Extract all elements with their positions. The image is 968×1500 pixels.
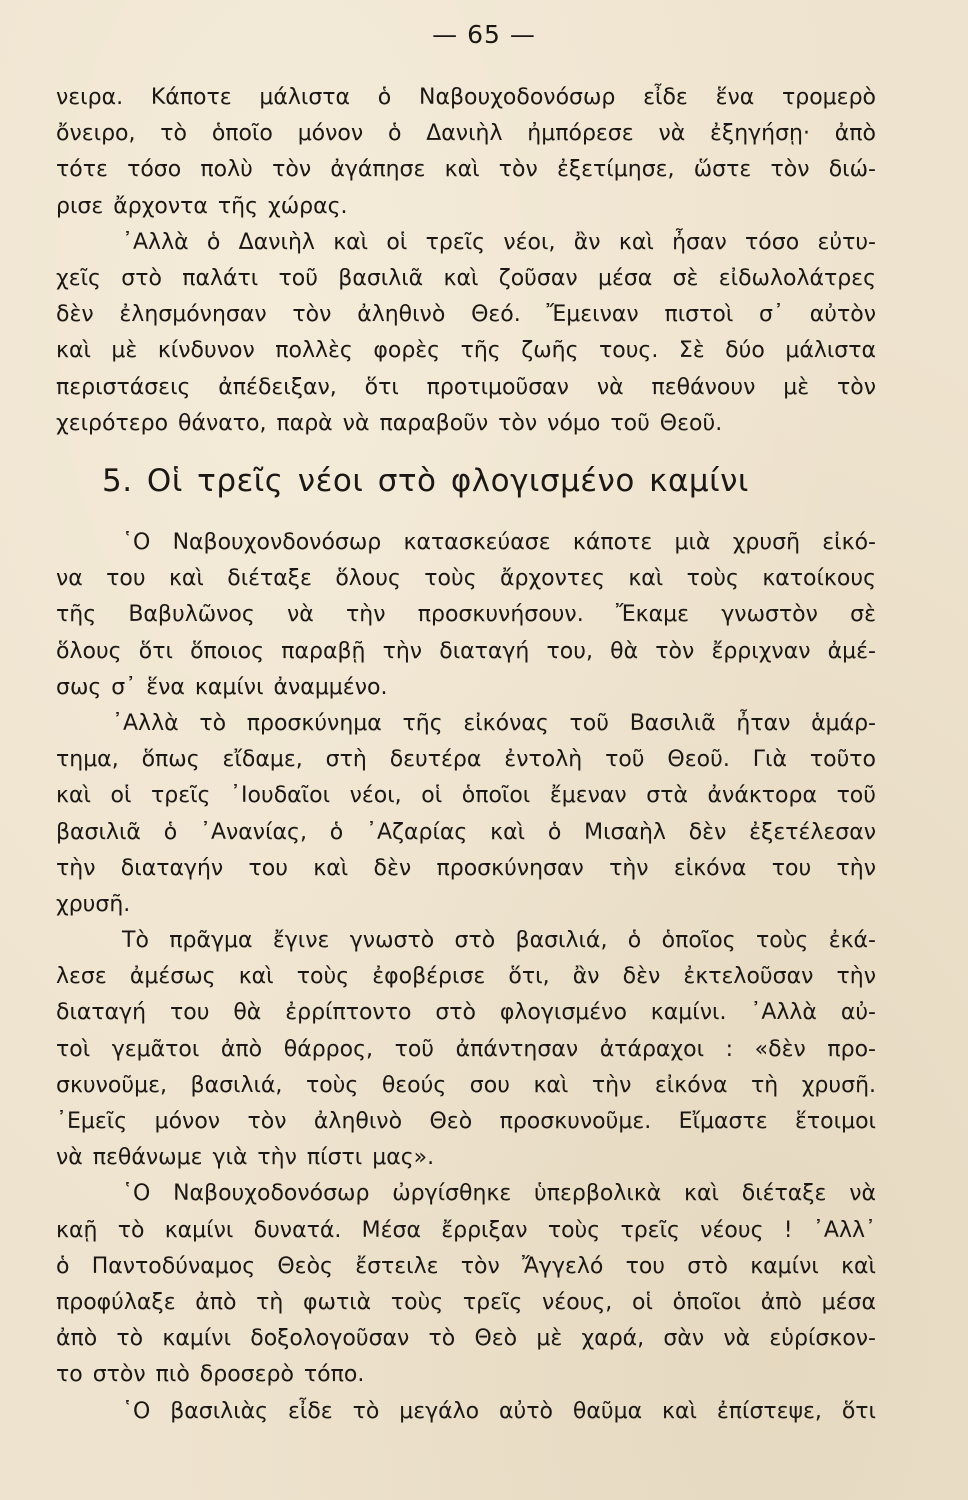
- text-line: ἀπὸ τὸ καμίνι δοξολογοῦσαν τὸ Θεὸ μὲ χαρά, σὰν νὰ εὑρίσκον-: [56, 1326, 876, 1352]
- text-line: τημα, ὅπως εἴδαμε, στὴ δευτέρα ἐντολὴ τοῦ Θεοῦ. Γιὰ τοῦτο: [56, 747, 876, 773]
- text-block-bottom: [56, 525, 876, 1430]
- text-line: ᾿Αλλὰ ὁ Δανιὴλ καὶ οἱ τρεῖς νέοι, ἂν καὶ ἦσαν τόσο εὐτυ-: [122, 229, 876, 255]
- text-line: νὰ πεθάνωμε γιὰ τὴν πίστι μας».: [56, 1145, 435, 1171]
- text-line: καὶ μὲ κίνδυνον πολλὲς φορὲς τῆς ζωῆς τους. Σὲ δύο μάλιστα: [56, 338, 876, 364]
- text-line: τὴν διαταγήν του καὶ δὲν προσκύνησαν τὴν εἰκόνα του τὴν: [56, 855, 876, 881]
- section-heading: 5. Οἱ τρεῖς νέοι στὸ φλογισμένο καμίνι: [102, 463, 749, 499]
- text-line: ᾿Αλλὰ τὸ προσκύνημα τῆς εἰκόνας τοῦ Βασιλιᾶ ἦταν ἁμάρ-: [112, 710, 876, 736]
- text-line: χειρότερο θάνατο, παρὰ νὰ παραβοῦν τὸν νόμο τοῦ Θεοῦ.: [56, 410, 723, 436]
- text-line: προφύλαξε ἀπὸ τὴ φωτιὰ τοὺς τρεῖς νέους, οἱ ὁποῖοι ἀπὸ μέσα: [56, 1289, 876, 1315]
- text-line: σως σ᾿ ἕνα καμίνι ἀναμμένο.: [56, 674, 388, 700]
- text-line: βασιλιᾶ ὁ ᾿Ανανίας, ὁ ᾿Αζαρίας καὶ ὁ Μισαὴλ δὲν ἐξετέλεσαν: [56, 819, 876, 845]
- text-line: νειρα. Κάποτε μάλιστα ὁ Ναβουχοδονόσωρ εἶδε ἕνα τρομερὸ: [56, 85, 876, 110]
- text-line: τοὶ γεμᾶτοι ἀπὸ θάρρος, τοῦ ἀπάντησαν ἀτάραχοι : «δὲν προ-: [56, 1036, 876, 1062]
- text-line: σκυνοῦμε, βασιλιά, τοὺς θεούς σου καὶ τὴν εἰκόνα τὴ χρυσῆ.: [56, 1072, 876, 1098]
- text-block-top: [56, 80, 876, 442]
- text-line: ῾Ο Ναβουχονδονόσωρ κατασκεύασε κάποτε μιὰ χρυσῆ εἰκό-: [122, 530, 876, 555]
- text-line: ὁ Παντοδύναμος Θεὸς ἔστειλε τὸν Ἄγγελό του στὸ καμίνι καὶ: [56, 1253, 876, 1279]
- page-number: — 65 —: [432, 20, 536, 49]
- text-line: διαταγή του θὰ ἐρρίπτοντο στὸ φλογισμένο καμίνι. ᾿Αλλὰ αὐ-: [56, 1000, 876, 1026]
- text-line: λεσε ἀμέσως καὶ τοὺς ἐφοβέρισε ὅτι, ἂν δὲν ἐκτελοῦσαν τὴν: [56, 964, 876, 990]
- text-line: το στὸν πιὸ δροσερὸ τόπο.: [56, 1362, 365, 1388]
- text-line: ρισε ἄρχοντα τῆς χώρας.: [56, 193, 348, 219]
- text-line: ὅλους ὅτι ὅποιος παραβῇ τὴν διαταγή του, θὰ τὸν ἔρριχναν ἀμέ-: [56, 638, 876, 664]
- text-line: τῆς Βαβυλῶνος νὰ τὴν προσκυνήσουν. Ἔκαμε γνωστὸν σὲ: [56, 602, 876, 628]
- text-line: καὶ οἱ τρεῖς ᾿Ιουδαῖοι νέοι, οἱ ὁποῖοι ἔμεναν στὰ ἀνάκτορα τοῦ: [56, 783, 876, 809]
- text-line: καῇ τὸ καμίνι δυνατά. Μέσα ἔρριξαν τοὺς τρεῖς νέους ! ᾿Αλλ᾿: [56, 1217, 876, 1243]
- text-line: χεῖς στὸ παλάτι τοῦ βασιλιᾶ καὶ ζοῦσαν μέσα σὲ εἰδωλολάτρες: [56, 265, 876, 291]
- text-line: δὲν ἐλησμόνησαν τὸν ἀληθινὸ Θεό. Ἔμειναν πιστοὶ σ᾿ αὐτὸν: [56, 302, 876, 328]
- text-line: να του καὶ διέταξε ὅλους τοὺς ἄρχοντες καὶ τοὺς κατοίκους: [56, 566, 876, 592]
- text-line: ᾿Εμεῖς μόνον τὸν ἀληθινὸ Θεὸ προσκυνοῦμε. Εἴμαστε ἕτοιμοι: [56, 1109, 876, 1134]
- text-line: περιστάσεις ἀπέδειξαν, ὅτι προτιμοῦσαν νὰ πεθάνουν μὲ τὸν: [56, 374, 876, 400]
- text-line: ῾Ο βασιλιὰς εἶδε τὸ μεγάλο αὐτὸ θαῦμα καὶ ἐπίστεψε, ὅτι: [122, 1398, 876, 1424]
- text-line: τότε τόσο πολὺ τὸν ἀγάπησε καὶ τὸν ἐξετίμησε, ὥστε τὸν διώ-: [56, 157, 876, 183]
- text-line: χρυσῆ.: [56, 891, 131, 917]
- text-line: Τὸ πρᾶγμα ἔγινε γνωστὸ στὸ βασιλιά, ὁ ὁποῖος τοὺς ἐκά-: [122, 928, 876, 954]
- text-line: ῾Ο Ναβουχοδονόσωρ ὠργίσθηκε ὑπερβολικὰ καὶ διέταξε νὰ: [122, 1181, 876, 1207]
- text-line: ὄνειρο, τὸ ὁποῖο μόνον ὁ Δανιὴλ ἠμπόρεσε νὰ ἐξηγήσῃ· ἀπὸ: [56, 121, 876, 147]
